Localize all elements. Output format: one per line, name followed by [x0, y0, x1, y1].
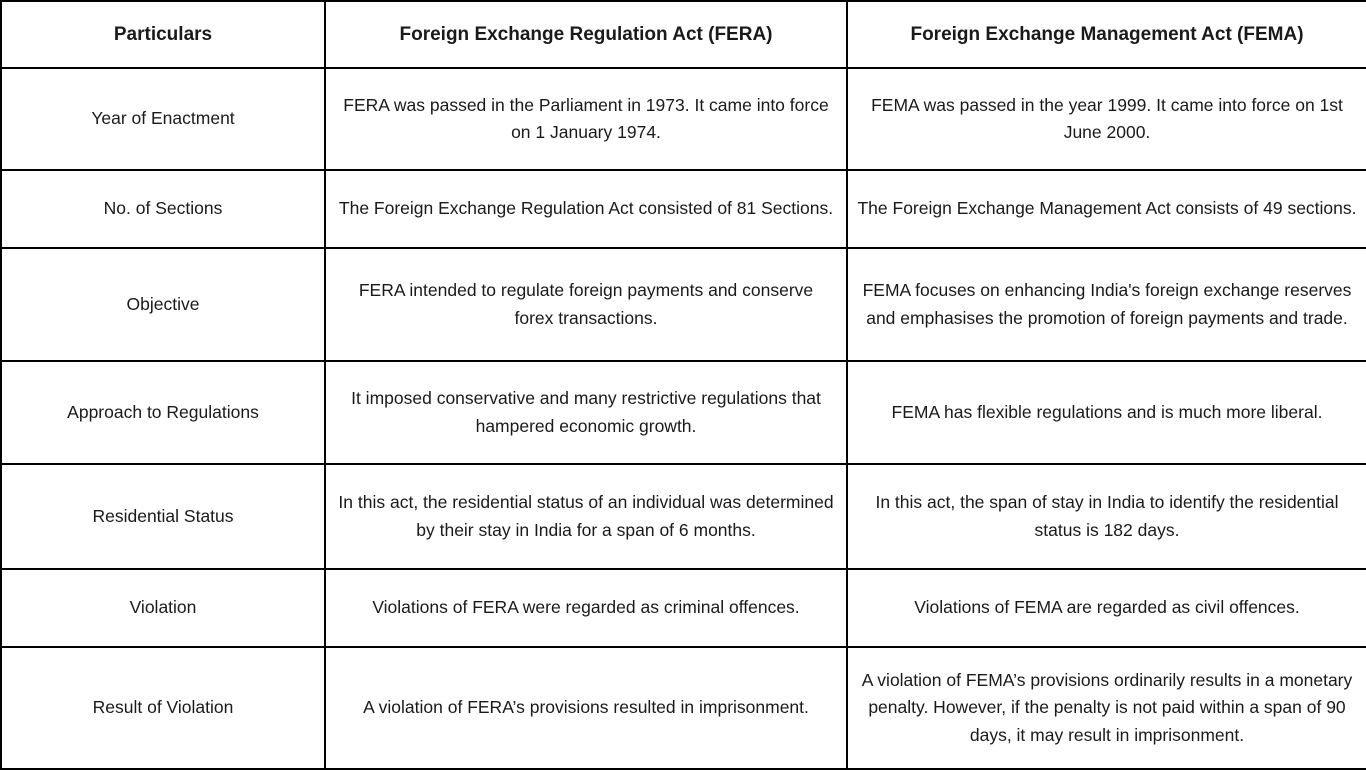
table-header-row [1, 1, 1366, 68]
cell-fera-value: In this act, the residential status of an individual was determined by their stay in India for a span of 6 months. [325, 464, 847, 569]
cell-particular: Year of Enactment [1, 68, 325, 170]
cell-particular: Approach to Regulations [1, 361, 325, 464]
cell-fema-value: FEMA focuses on enhancing India's foreign exchange reserves and emphasises the promotion of foreign payments and trade. [847, 248, 1366, 361]
cell-particular: Result of Violation [1, 647, 325, 769]
column-header-particulars: Particulars [1, 1, 325, 68]
cell-fema-value: FEMA was passed in the year 1999. It came into force on 1st June 2000. [847, 68, 1366, 170]
cell-particular: Residential Status [1, 464, 325, 569]
cell-fera-value: FERA intended to regulate foreign payments and conserve forex transactions. [325, 248, 847, 361]
cell-particular: Violation [1, 569, 325, 647]
cell-fema-value: A violation of FEMA’s provisions ordinarily results in a monetary penalty. However, if the penalty is not paid within a span of 90 days, it may result in imprisonment. [847, 647, 1366, 769]
cell-fera-value: Violations of FERA were regarded as criminal offences. [325, 569, 847, 647]
table-row [1, 464, 1366, 569]
cell-fema-value: The Foreign Exchange Management Act consists of 49 sections. [847, 170, 1366, 248]
table-row [1, 68, 1366, 170]
column-header-fera: Foreign Exchange Regulation Act (FERA) [325, 1, 847, 68]
cell-fera-value: The Foreign Exchange Regulation Act consisted of 81 Sections. [325, 170, 847, 248]
cell-fema-value: Violations of FEMA are regarded as civil offences. [847, 569, 1366, 647]
cell-particular: No. of Sections [1, 170, 325, 248]
cell-particular: Objective [1, 248, 325, 361]
table-row [1, 361, 1366, 464]
cell-fera-value: A violation of FERA’s provisions resulted in imprisonment. [325, 647, 847, 769]
cell-fera-value: It imposed conservative and many restrictive regulations that hampered economic growth. [325, 361, 847, 464]
cell-fema-value: In this act, the span of stay in India to identify the residential status is 182 days. [847, 464, 1366, 569]
table-row [1, 647, 1366, 769]
cell-fema-value: FEMA has flexible regulations and is much more liberal. [847, 361, 1366, 464]
table-row [1, 170, 1366, 248]
table-row [1, 248, 1366, 361]
column-header-fema: Foreign Exchange Management Act (FEMA) [847, 1, 1366, 68]
cell-fera-value: FERA was passed in the Parliament in 1973. It came into force on 1 January 1974. [325, 68, 847, 170]
table-row [1, 569, 1366, 647]
